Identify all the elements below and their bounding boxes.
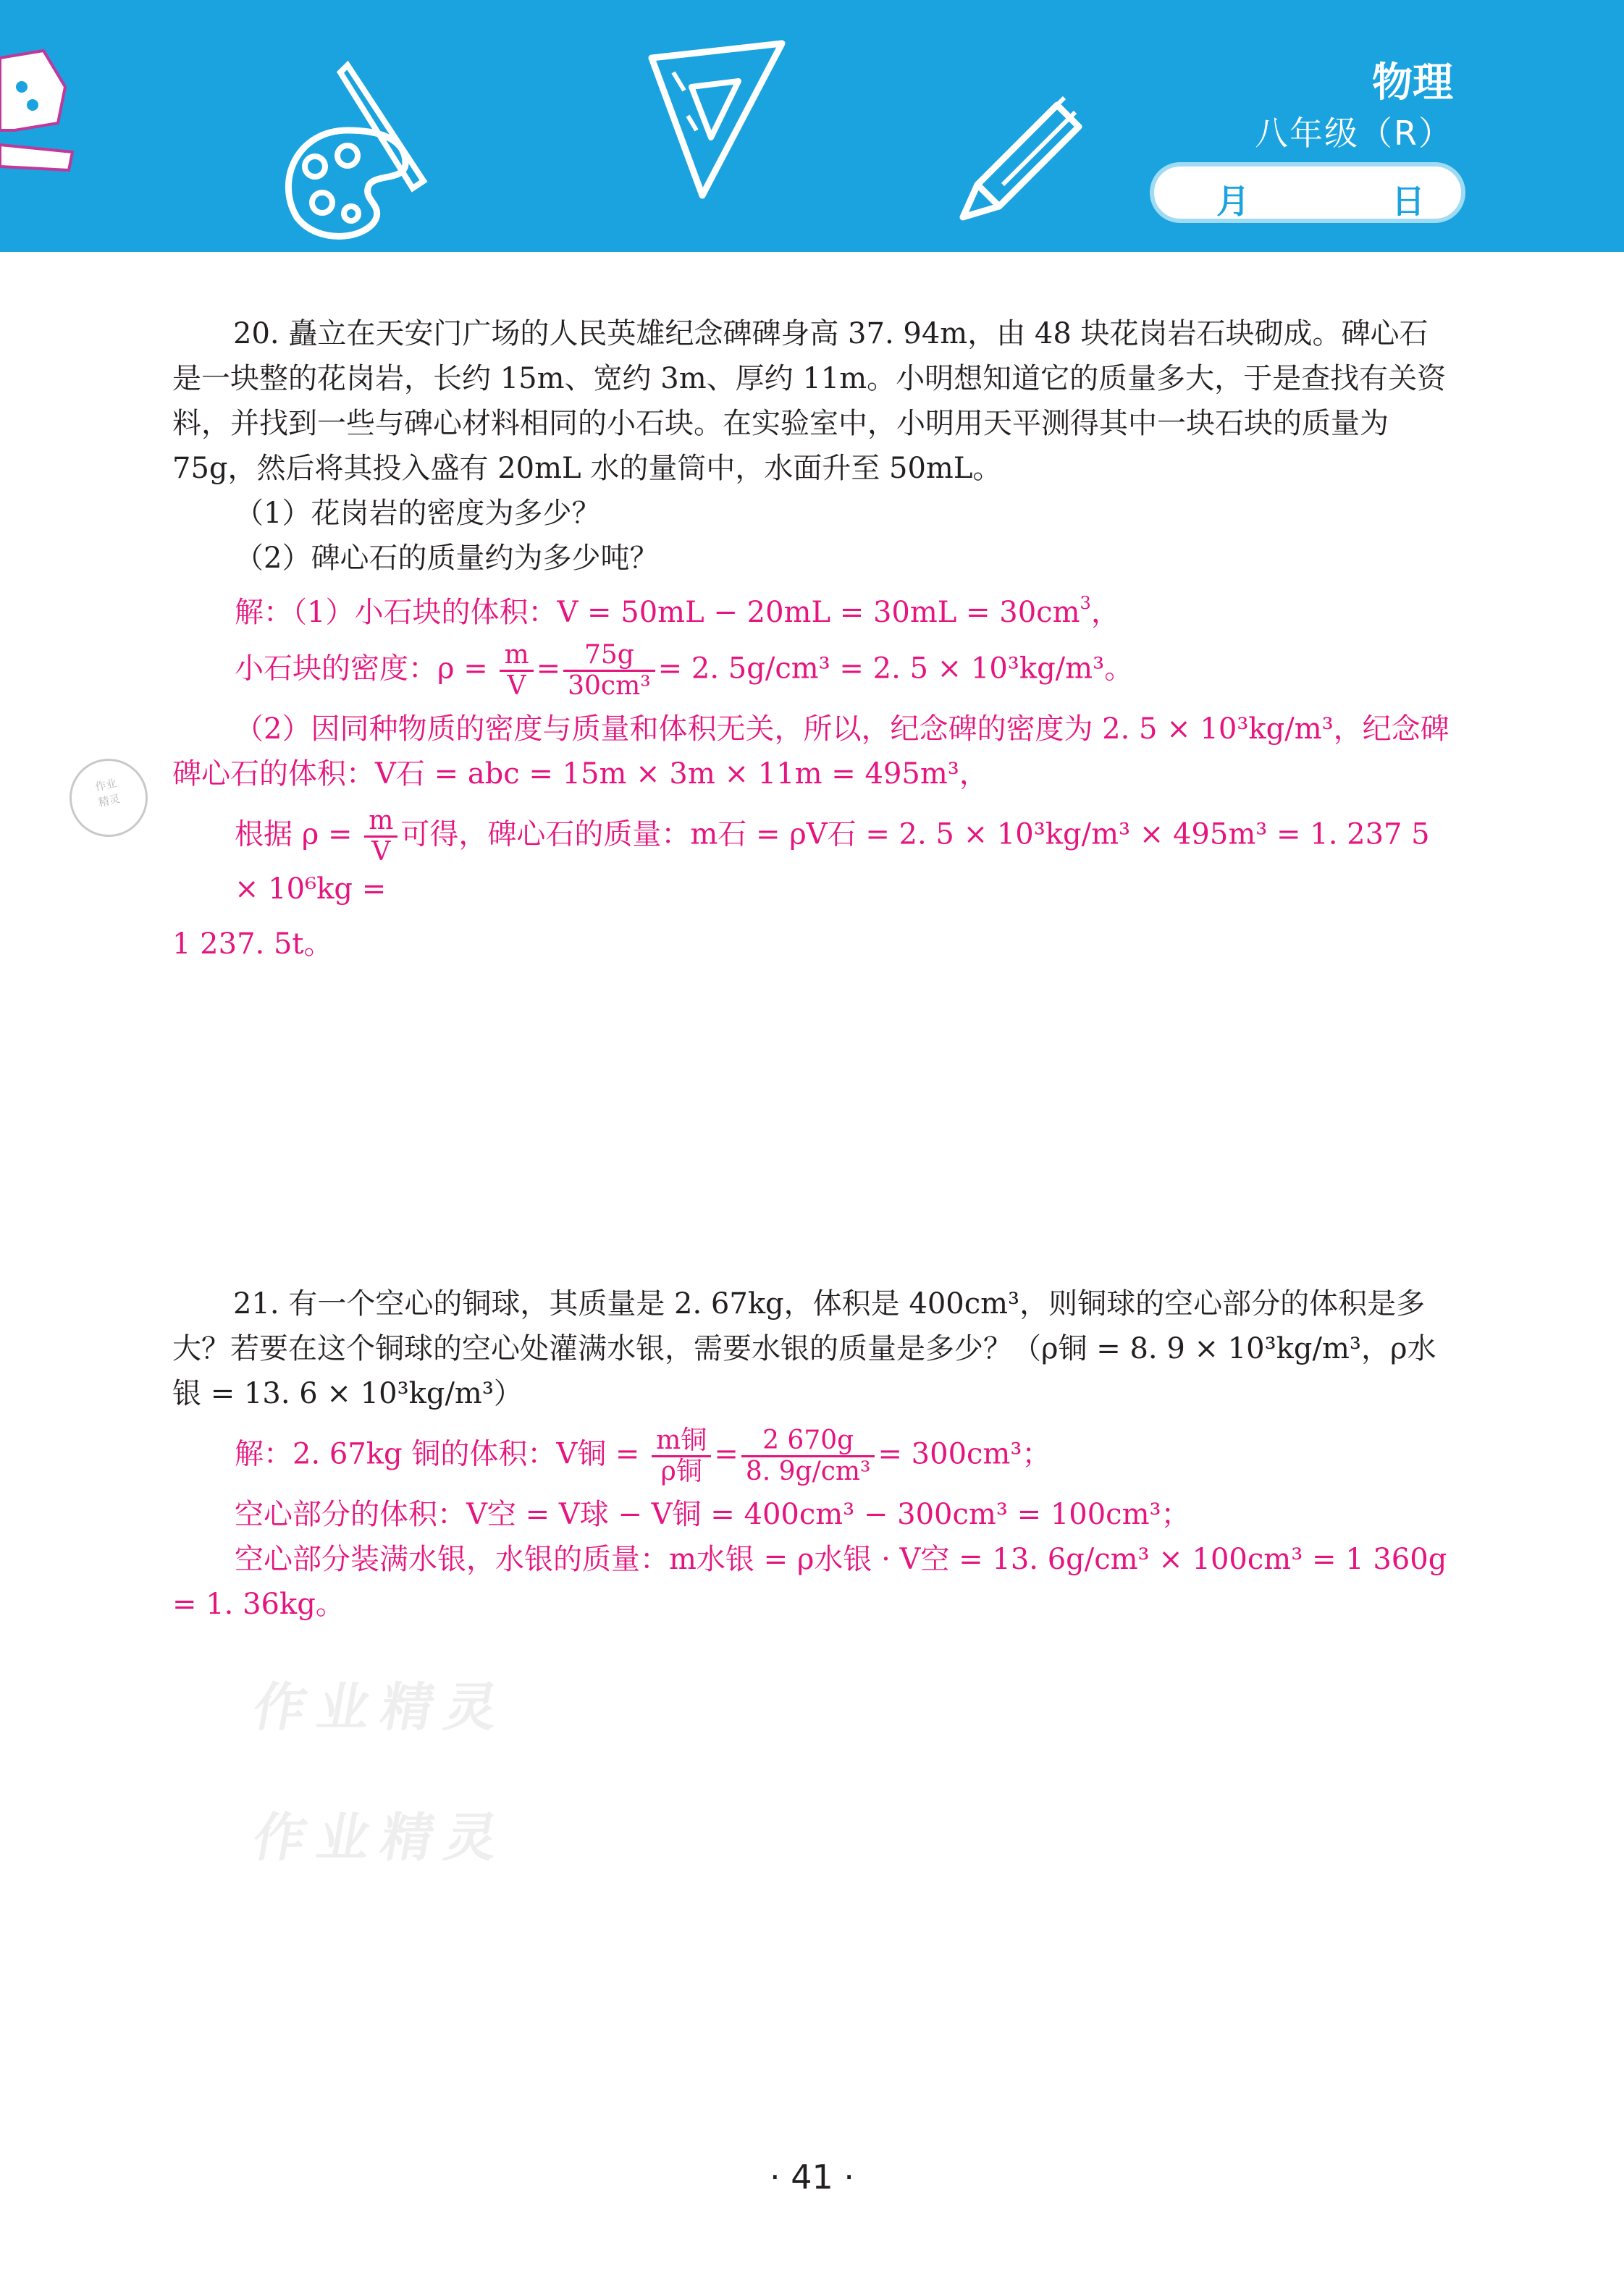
subject-title: 物理 [1372, 59, 1453, 106]
page-content [172, 311, 1452, 1621]
fraction-m-over-rho: $\frac{\text{m铜}}{\text{ρ铜}}$ [652, 1426, 711, 1486]
q21-answer-line-1: 解：2. 67kg 铜的体积：V铜 = $\frac{\text{m铜}}{\text{ρ铜}}$ = $\frac{2 670g}{\text{8. 9g/cm³}}$ = 300cm³； [235, 1426, 1051, 1486]
question-20 [172, 311, 1452, 967]
header-banner [0, 0, 1624, 252]
q20-stem: 20. 矗立在天安门广场的人民英雄纪念碑碑身高 37. 94m，由 48 块花岗岩石块砌成。碑心石是一块整的花岗岩，长约 15m、宽约 3m、厚约 11m。小明想知道它的质量多大，于是查找有关资料，并找到一些与碑心材料相同的小石块。在实验室中，小明用天平测得其中一块石块的质量为 75g，然后将其投入盛有 20mL 水的量筒中，水面升至 50mL。 [172, 317, 1447, 485]
watermark-text-2: 作业精灵 [248, 1807, 515, 1868]
q21-answer-line-4: = 1. 36kg。 [172, 1588, 345, 1621]
triangle-ruler-icon [644, 29, 789, 203]
day-label: 日 [1392, 182, 1425, 221]
q20-part-1: （1）花岗岩的密度为多少？ [235, 497, 601, 530]
q20-answer-2-line-1: （2）因同种物质的密度与质量和体积无关，所以，纪念碑的密度为 2. 5 × 10³kg/m³，纪念碑碑心石的体积：V石 = abc = 15m × 3m × 11m = 495m³， [172, 712, 1450, 791]
fraction-75g-over-30cm3: $\frac{75g}{\text{30cm³}}$ [563, 641, 655, 701]
question-21 [172, 1281, 1452, 1627]
month-label: 月 [1216, 182, 1250, 221]
fraction-m-over-v: $\frac{m}{V}$ [500, 641, 533, 701]
watermark-stamp: 作业 精灵 [62, 751, 155, 844]
q20-answer-2-line-3: 1 237. 5t。 [172, 927, 333, 961]
pencil-icon [948, 83, 1086, 221]
q21-answer-line-3: 空心部分装满水银，水银的质量：m水银 = ρ水银 · V空 = 13. 6g/cm³ × 100cm³ = 1 360g [235, 1543, 1447, 1576]
ice-skate-icon [0, 43, 80, 203]
q21-answer-line-2: 空心部分的体积：V空 = V球 − V铜 = 400cm³ − 300cm³ = 100cm³； [235, 1498, 1190, 1531]
grade-label: 八年级（R） [1255, 114, 1453, 153]
q20-part-2: （2）碑心石的质量约为多少吨？ [235, 542, 659, 575]
fraction-m-over-v-2: $\frac{m}{V}$ [364, 807, 397, 867]
q20-answer-1-line-1: 解：（1）小石块的体积：$V = 50mL - 20mL = 30mL = 30cm^3$， [235, 593, 1120, 629]
q20-answer-1-line-2: 小石块的密度：ρ = $\frac{m}{V}$ = $\frac{75g}{\text{30cm³}}$ = 2. 5g/cm³ = 2. 5 × 10³kg/m³。 [235, 640, 1134, 701]
q21-stem: 21. 有一个空心的铜球，其质量是 2. 67kg，体积是 400cm³，则铜球的空心部分的体积是多大？若要在这个铜球的空心处灌满水银，需要水银的质量是多少？（ρ铜 = 8. 9 × 10³kg/m³，ρ水银 = 13. 6 × 10³kg/m³） [172, 1287, 1436, 1410]
fraction-2670g-over-density: $\frac{2 670g}{\text{8. 9g/cm³}}$ [741, 1426, 875, 1486]
paint-palette-icon [268, 58, 463, 253]
date-field [1150, 162, 1465, 223]
q20-answer-2-line-2: 根据 ρ = $\frac{m}{V}$ 可得，碑心石的质量：m石 = ρV石 = 2. 5 × 10³kg/m³ × 495m³ = 1. 237 5 × 10⁶kg = [235, 806, 1430, 906]
watermark-text: 作业精灵 [248, 1677, 515, 1738]
page-number: · 41 · [769, 2157, 855, 2197]
